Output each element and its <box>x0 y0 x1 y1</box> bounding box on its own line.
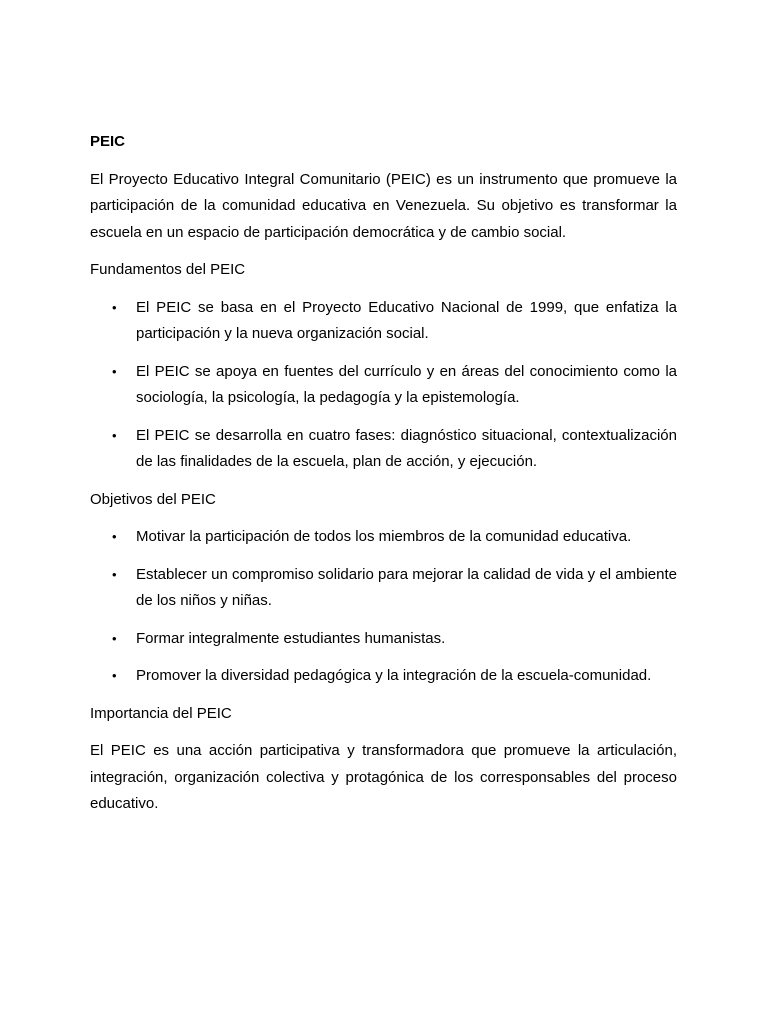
list-item-text: El PEIC se apoya en fuentes del currículo y en áreas del conocimiento como la sociología, la psicología, la pedagogía y la epistemología. <box>136 362 677 406</box>
section-heading-fundamentos: Fundamentos del PEIC <box>90 261 246 278</box>
document-title: PEIC <box>90 133 126 150</box>
bullet-icon: • <box>112 668 117 683</box>
list-item <box>90 524 677 551</box>
list-item-text: Motivar la participación de todos los miembros de la comunidad educativa. <box>136 528 632 545</box>
list-item-text: Promover la diversidad pedagógica y la integración de la escuela-comunidad. <box>136 667 652 684</box>
list-item-text: Establecer un compromiso solidario para mejorar la calidad de vida y el ambiente de los niños y niñas. <box>136 565 677 609</box>
list-item <box>90 423 677 476</box>
bullet-icon: • <box>112 299 117 315</box>
objetivos-list <box>90 524 677 690</box>
bullet-icon: • <box>112 566 117 582</box>
bullet-icon: • <box>112 363 117 379</box>
list-item <box>90 359 677 412</box>
section-heading-objetivos: Objetivos del PEIC <box>90 490 216 508</box>
list-item <box>90 562 677 615</box>
list-item <box>90 663 677 690</box>
list-item <box>90 295 677 348</box>
list-item <box>90 626 677 653</box>
list-item-text: Formar integralmente estudiantes humanistas. <box>136 629 446 647</box>
fundamentos-list <box>90 295 677 476</box>
section-heading-importancia: Importancia del PEIC <box>90 704 232 722</box>
intro-paragraph: El Proyecto Educativo Integral Comunitario (PEIC) es un instrumento que promueve la participación de la comunidad educativa en Venezuela. Su objetivo es transformar la escuela en un espacio de participación democrática y de cambio social. <box>90 170 677 241</box>
document-page <box>90 129 677 829</box>
bullet-icon: • <box>112 427 117 443</box>
bullet-icon: • <box>112 630 117 646</box>
list-item-text: El PEIC se basa en el Proyecto Educativo Nacional de 1999, que enfatiza la participación y la nueva organización social. <box>136 298 677 342</box>
importancia-paragraph: El PEIC es una acción participativa y transformadora que promueve la articulación, integración, organización colectiva y protagónica de los corresponsables del proceso educativo. <box>90 742 677 812</box>
bullet-icon: • <box>112 529 117 544</box>
list-item-text: El PEIC se desarrolla en cuatro fases: diagnóstico situacional, contextualización de las finalidades de la escuela, plan de acción, y ejecución. <box>136 426 677 470</box>
